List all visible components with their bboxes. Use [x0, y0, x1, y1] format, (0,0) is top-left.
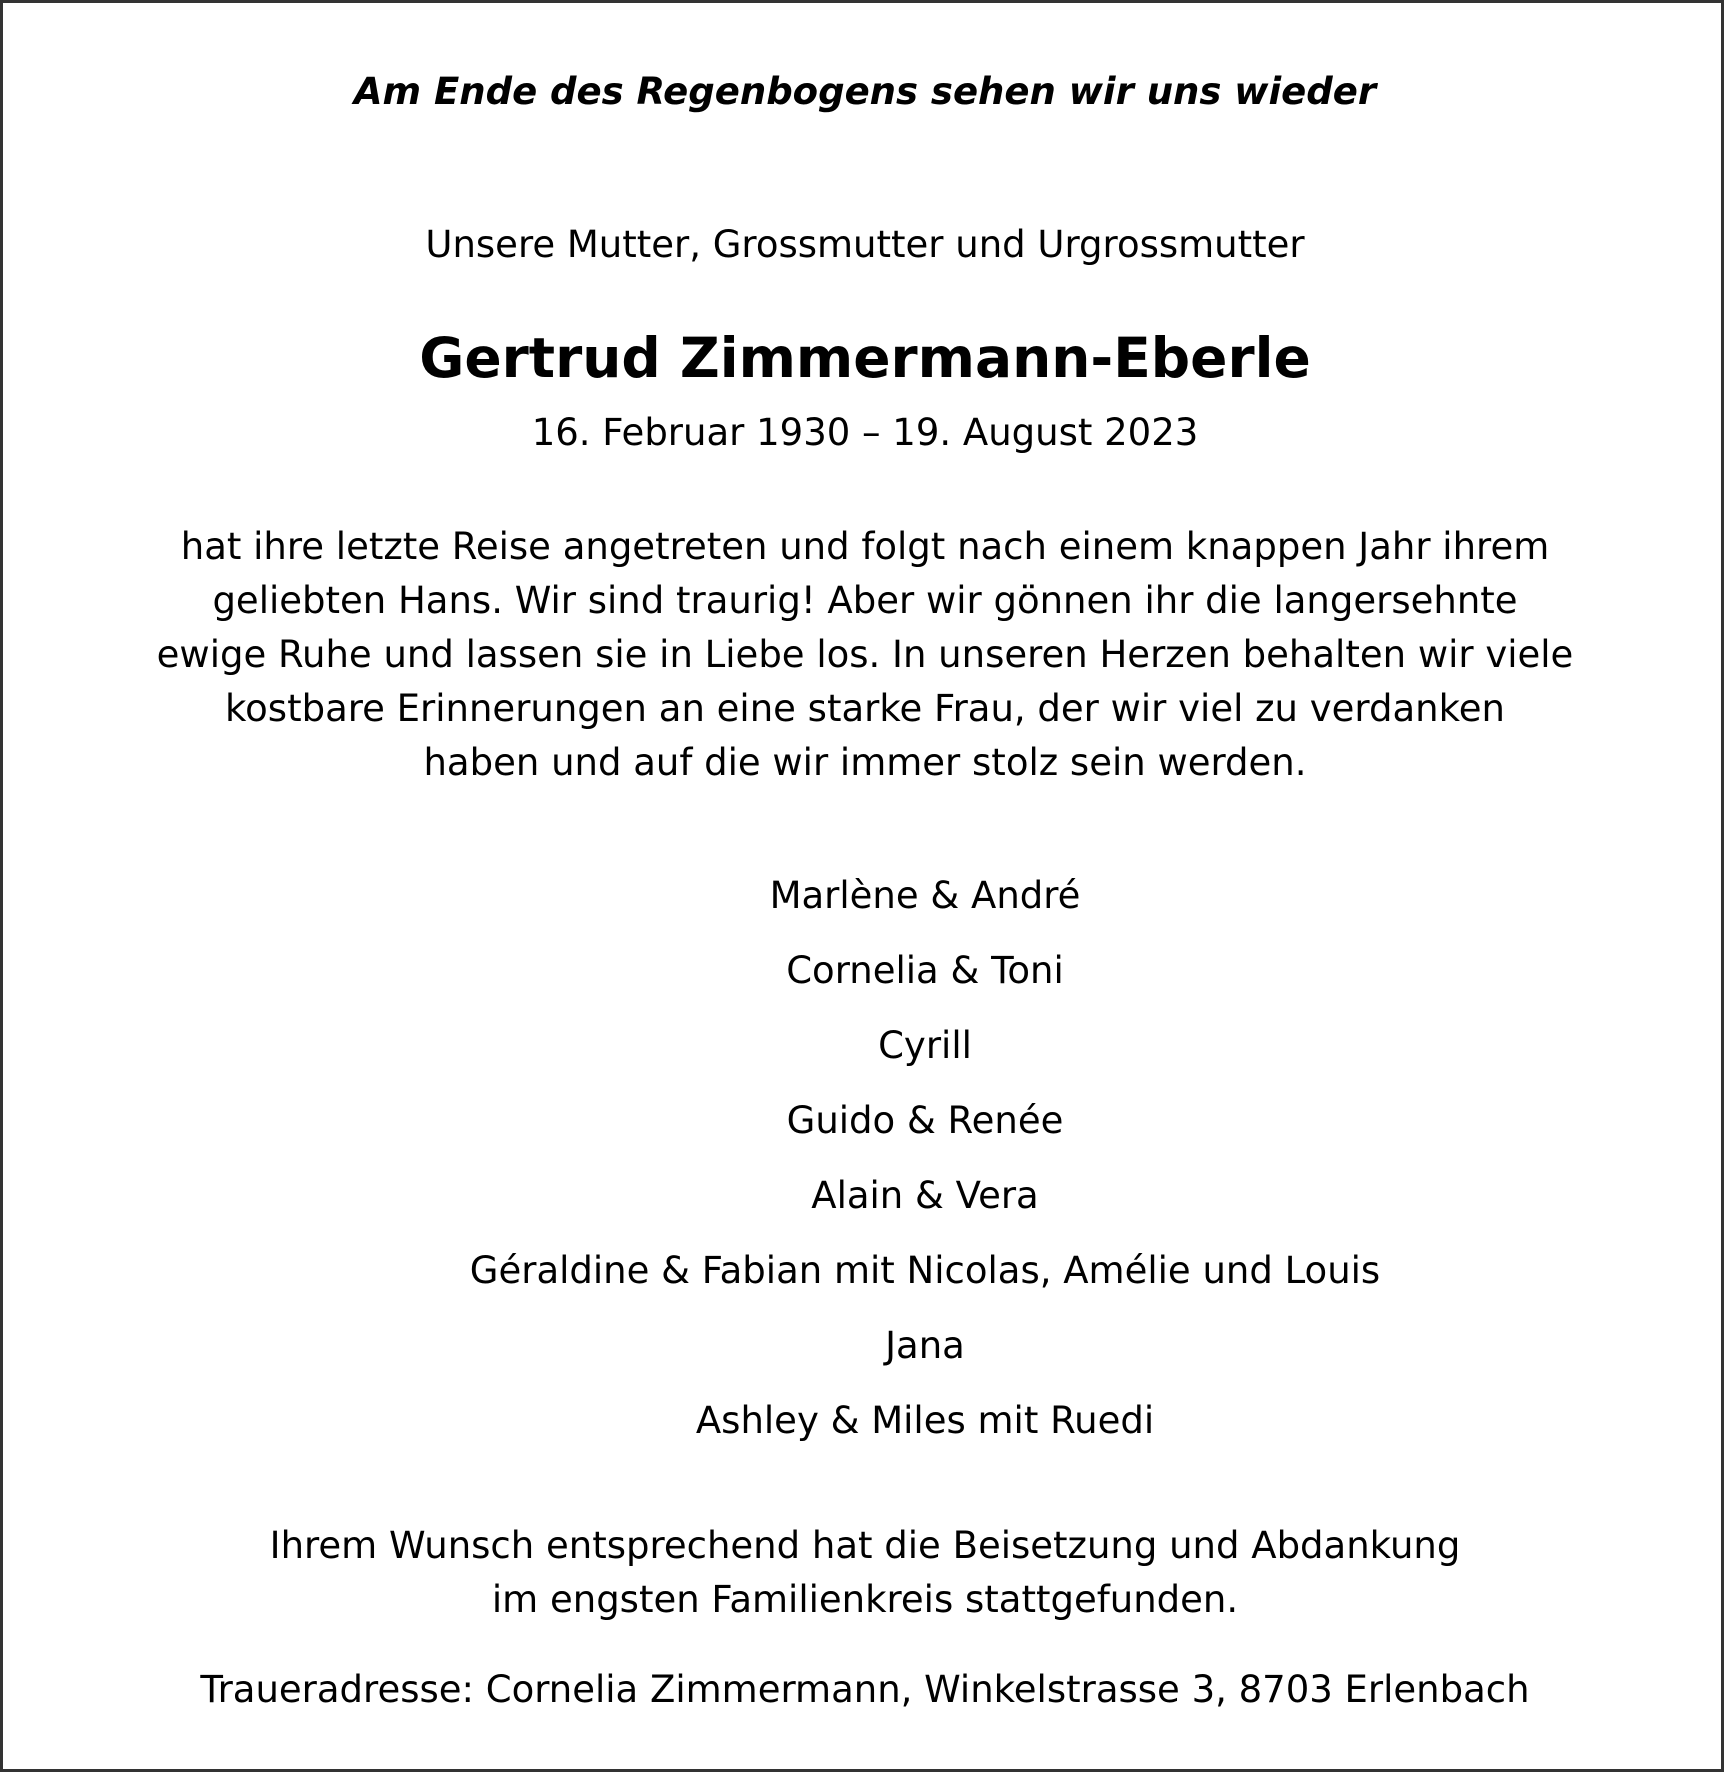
body-line: hat ihre letzte Reise angetreten und folgt nach einem knappen Jahr ihrem [180, 525, 1550, 568]
mourning-address: Traueradresse: Cornelia Zimmermann, Winkelstrasse 3, 8703 Erlenbach [200, 1668, 1530, 1711]
notice-line: im engsten Familienkreis stattgefunden. [491, 1578, 1239, 1621]
motto-line: Am Ende des Regenbogens sehen wir uns wieder [353, 70, 1377, 113]
obituary-body [3, 520, 1724, 790]
notice-line: Ihrem Wunsch entsprechend hat die Beisetzung und Abdankung [269, 1524, 1461, 1567]
mourner-entry: Cyrill [878, 1024, 972, 1067]
mourner-entry: Alain & Vera [811, 1174, 1039, 1217]
deceased-name: Gertrud Zimmermann-Eberle [419, 326, 1311, 390]
body-line: kostbare Erinnerungen an eine starke Frau, der wir viel zu verdanken [225, 687, 1505, 730]
mourner-entry: Géraldine & Fabian mit Nicolas, Amélie und Louis [469, 1249, 1381, 1292]
mourner-entry: Marlène & André [769, 874, 1081, 917]
mourner-entry: Ashley & Miles mit Ruedi [695, 1399, 1155, 1442]
ceremony-notice [3, 1519, 1724, 1627]
mourner-entry: Cornelia & Toni [786, 949, 1064, 992]
body-line: ewige Ruhe und lassen sie in Liebe los. In unseren Herzen behalten wir viele [156, 633, 1574, 676]
body-line: haben und auf die wir immer stolz sein werden. [423, 741, 1307, 784]
mourner-entry: Guido & Renée [786, 1099, 1064, 1142]
intro-line: Unsere Mutter, Grossmutter und Urgrossmutter [425, 223, 1305, 266]
mourner-entry: Jana [885, 1324, 965, 1367]
body-line: geliebten Hans. Wir sind traurig! Aber wir gönnen ihr die langersehnte [212, 579, 1518, 622]
mourners-list [3, 858, 1724, 1458]
life-dates: 16. Februar 1930 – 19. August 2023 [531, 411, 1199, 454]
